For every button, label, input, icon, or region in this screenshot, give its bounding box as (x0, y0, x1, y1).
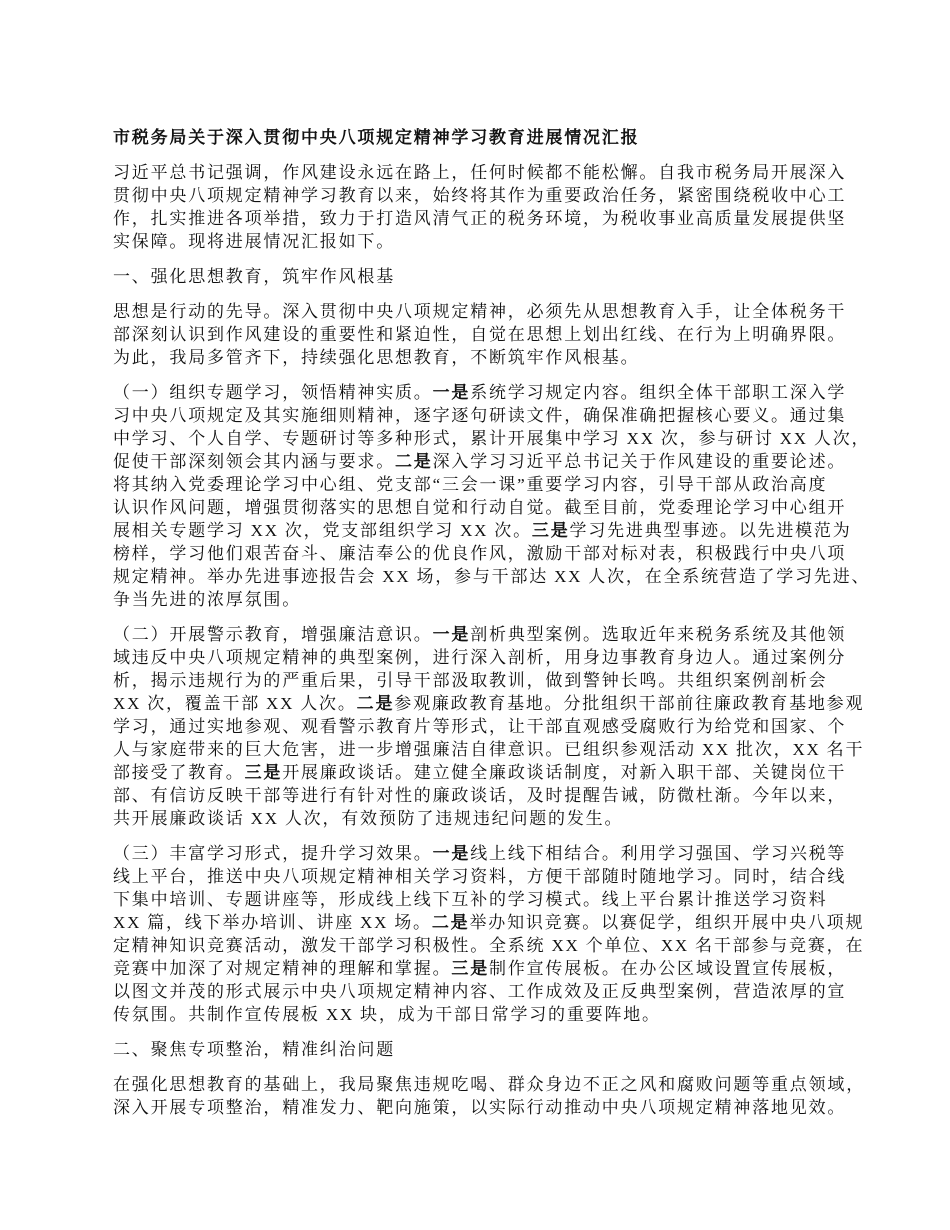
text-line (113, 646, 853, 669)
text-line (113, 623, 853, 646)
text-segment: 中学习、个人自学、专题研讨等多种形式，累计开展集中学习 XX 次，参与研讨 XX 人次， (113, 429, 871, 448)
text-segment: 定精神知识竞赛活动，激发干部学习积极性。全系统 XX 个单位、XX 名干部参与竞赛，在 (113, 936, 865, 955)
text-segment: （三）丰富学习形式，提升学习效果。 (113, 844, 433, 863)
bold-keyword: 二是 (431, 913, 470, 932)
text-line (113, 1073, 865, 1096)
text-segment: 人与家庭带来的巨大危害，进一步增强廉洁自律意识。已组织参观活动 XX 批次，XX 名干 (113, 740, 865, 759)
text-line (113, 865, 853, 888)
text-segment: 开展廉政谈话。建立健全廉政谈话制度，对新入职干部、关键岗位干 (282, 763, 847, 782)
text-segment: 共开展廉政谈话 XX 人次，有效预防了违规违纪问题的发生。 (113, 809, 624, 828)
text-line (113, 1003, 853, 1026)
text-segment: 制作宣传展板。在办公区域设置宣传展板， (489, 959, 847, 978)
text-line (113, 911, 865, 934)
text-segment: 贯彻中央八项规定精神学习教育以来，始终将其作为重要政治任务，紧密围绕税收中心工 (113, 186, 847, 205)
document-body (113, 161, 871, 1119)
text-segment: 习中央八项规定及其实施细则精神，逐字逐句研读文件，确保准确把握核心要义。通过集 (113, 406, 847, 425)
text-segment: 思想是行动的先导。深入贯彻中央八项规定精神，必须先从思想教育入手，让全体税务干 (113, 302, 847, 321)
text-line (113, 888, 853, 911)
text-segment: 作，扎实推进各项举措，致力于打造风清气正的税务环境，为税收事业高质量发展提供坚 (113, 209, 847, 228)
text-line (113, 715, 853, 738)
title-text: 市税务局关于深入贯彻中央八项规定精神学习教育进展情况汇报 (113, 128, 640, 147)
text-line (113, 161, 853, 184)
text-line (113, 519, 853, 542)
text-segment: 争当先进的浓厚氛围。 (113, 590, 301, 609)
text-segment: 线上平台，推送中央八项规定精神相关学习资料，方便干部随时随地学习。同时，结合线 (113, 867, 847, 886)
text-line (113, 738, 865, 761)
text-line (113, 323, 853, 346)
text-segment: 深入学习习近平总书记关于作风建设的重要论述。 (432, 452, 847, 471)
text-line (113, 427, 871, 450)
section-heading (113, 265, 853, 288)
document-page (113, 126, 871, 1131)
bold-keyword: 一是 (432, 383, 471, 402)
text-segment: 在强化思想教育的基础上，我局聚焦违规吃喝、群众身边不正之风和腐败问题等重点领域， (113, 1075, 865, 1094)
body-paragraph (113, 842, 865, 1026)
text-line (113, 565, 871, 588)
text-line (113, 807, 853, 830)
text-segment: XX 次，覆盖干部 XX 人次。 (113, 694, 357, 713)
text-segment: 析，揭示违规行为的严重后果，引导干部汲取教训，做到警钟长鸣。共组织案例剖析会 (113, 671, 828, 690)
text-segment: 一、强化思想教育，筑牢作风根基 (113, 267, 395, 286)
text-segment: 下集中培训、专题讲座等，形成线上线下互补的学习模式。线上平台累计推送学习资料 (113, 890, 828, 909)
body-paragraph (113, 381, 871, 611)
text-segment: 举办知识竞赛。以赛促学，组织开展中央八项规 (469, 913, 865, 932)
text-segment: 传氛围。共制作宣传展板 XX 块，成为干部日常学习的重要阵地。 (113, 1005, 661, 1024)
text-segment: 展相关专题学习 XX 次，党支部组织学习 XX 次。 (113, 521, 532, 540)
text-segment: （二）开展警示教育，增强廉洁意识。 (113, 625, 433, 644)
text-line (113, 346, 853, 369)
text-line (113, 184, 853, 207)
bold-keyword: 二是 (356, 694, 395, 713)
body-paragraph (113, 623, 865, 830)
text-segment: 参观廉政教育基地。分批组织干部前往廉政教育基地参观 (394, 694, 865, 713)
text-segment: 线上线下相结合。利用学习强国、学习兴税等 (470, 844, 847, 863)
text-line (113, 842, 853, 865)
text-line (113, 784, 853, 807)
text-segment: 系统学习规定内容。组织全体干部职工深入学 (470, 383, 847, 402)
text-segment: 部深刻认识到作风建设的重要性和紧迫性，自觉在思想上划出红线、在行为上明确界限。 (113, 325, 847, 344)
text-segment: 深入开展专项整治，精准发力、靶向施策，以实际行动推动中央八项规定精神落地见效。 (113, 1098, 847, 1117)
text-line (113, 761, 853, 784)
text-segment: （一）组织专题学习，领悟精神实质。 (113, 383, 433, 402)
text-segment: 学习，通过实地参观、观看警示教育片等形式，让干部直观感受腐败行为给党和国家、个 (113, 717, 847, 736)
text-segment: 学习先进典型事迹。以先进模范为 (569, 521, 852, 540)
bold-keyword: 一是 (432, 844, 471, 863)
text-segment: XX 篇，线下举办培训、讲座 XX 场。 (113, 913, 432, 932)
body-paragraph (113, 1073, 865, 1119)
text-segment: 规定精神。举办先进事迹报告会 XX 场，参与干部达 XX 人次，在全系统营造了学习先进、 (113, 567, 871, 586)
body-paragraph (113, 300, 853, 369)
text-line (113, 692, 865, 715)
text-segment: 部接受了教育。 (113, 763, 245, 782)
bold-keyword: 二是 (395, 452, 433, 471)
text-segment: 二、聚焦专项整治，精准纠治问题 (113, 1040, 395, 1059)
text-line (113, 404, 853, 427)
text-segment: 榜样，学习他们艰苦奋斗、廉洁奉公的优良作风，激励干部对标对表，积极践行中央八项 (113, 544, 847, 563)
text-segment: 以图文并茂的形式展示中央八项规定精神内容、工作成效及正反典型案例，营造浓厚的宣 (113, 982, 847, 1001)
text-line (113, 473, 853, 496)
text-segment: 认识作风问题，增强贯彻落实的思想自觉和行动自觉。截至目前，党委理论学习中心组开 (113, 498, 847, 517)
text-segment: 实保障。现将进展情况汇报如下。 (113, 232, 395, 251)
text-segment: 习近平总书记强调，作风建设永远在路上，任何时候都不能松懈。自我市税务局开展深入 (113, 163, 847, 182)
text-line (113, 1038, 853, 1061)
text-line (113, 542, 853, 565)
bold-keyword: 三是 (451, 959, 490, 978)
text-line (113, 207, 853, 230)
bold-keyword: 三是 (244, 763, 283, 782)
document-title (113, 126, 853, 149)
text-line (113, 669, 853, 692)
text-line (113, 450, 853, 473)
text-segment: 促使干部深刻领会其内涵与要求。 (113, 452, 395, 471)
text-segment: 为此，我局多管齐下，持续强化思想教育，不断筑牢作风根基。 (113, 348, 640, 367)
bold-keyword: 一是 (432, 625, 471, 644)
text-segment: 将其纳入党委理论学习中心组、党支部“三会一课”重要学习内容，引导干部从政治高度 (113, 475, 828, 494)
text-line (113, 496, 853, 519)
text-line (113, 980, 853, 1003)
text-segment: 部、有信访反映干部等进行有针对性的廉政谈话，及时提醒告诫，防微杜渐。今年以来， (113, 786, 847, 805)
text-line (113, 934, 865, 957)
text-line (113, 230, 853, 253)
text-line (113, 1096, 853, 1119)
bold-keyword: 三是 (531, 521, 570, 540)
text-segment: 域违反中央八项规定精神的典型案例，进行深入剖析，用身边事教育身边人。通过案例分 (113, 648, 847, 667)
text-line (113, 957, 853, 980)
section-heading (113, 1038, 853, 1061)
body-paragraph (113, 161, 853, 253)
text-line (113, 588, 853, 611)
text-segment: 竞赛中加深了对规定精神的理解和掌握。 (113, 959, 452, 978)
text-line (113, 300, 853, 323)
text-segment: 剖析典型案例。选取近年来税务系统及其他领 (470, 625, 847, 644)
text-line (113, 381, 853, 404)
text-line (113, 265, 853, 288)
